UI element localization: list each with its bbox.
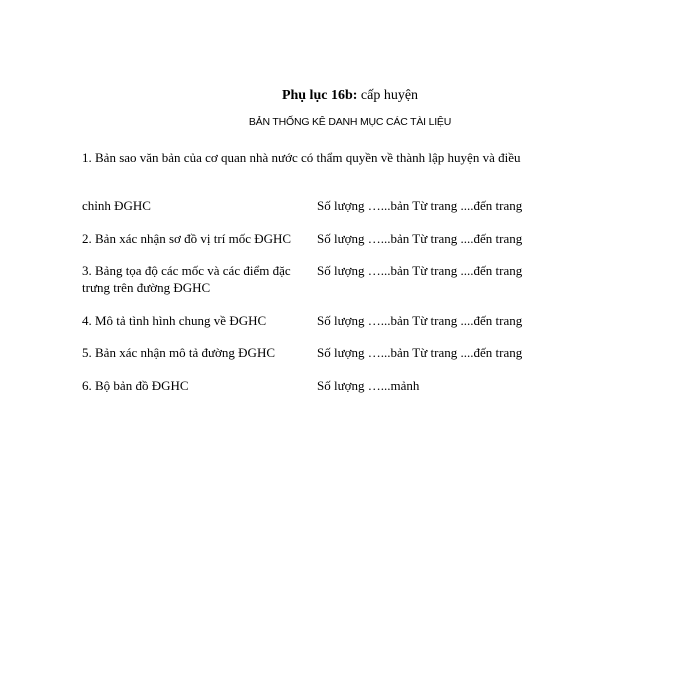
appendix-title [0, 88, 700, 104]
item-label: 5. Bản xác nhận mô tả đường ĐGHC [82, 345, 276, 360]
item-1-intro: 1. Bản sao văn bản của cơ quan nhà nước có thẩm quyền về thành lập huyện và điều [82, 150, 521, 165]
appendix-title-rest: cấp huyện [357, 88, 419, 103]
item-detail: Số lượng …...mảnh [317, 378, 420, 393]
item-label: chỉnh ĐGHC [82, 198, 151, 213]
item-label: 3. Bảng tọa độ các mốc và các điểm đặc trưng trên đường ĐGHC [82, 263, 291, 295]
item-detail: Số lượng …...bản Từ trang ....đến trang [317, 198, 523, 213]
item-detail: Số lượng …...bản Từ trang ....đến trang [317, 345, 523, 360]
item-detail: Số lượng …...bản Từ trang ....đến trang [317, 263, 523, 278]
document-subtitle: BẢN THỐNG KÊ DANH MỤC CÁC TÀI LIỆU [248, 116, 452, 128]
item-detail: Số lượng …...bản Từ trang ....đến trang [317, 313, 523, 328]
item-detail: Số lượng …...bản Từ trang ....đến trang [317, 231, 523, 246]
item-label: 6. Bộ bản đồ ĐGHC [82, 378, 189, 393]
item-label: 4. Mô tả tình hình chung về ĐGHC [82, 313, 267, 328]
item-label: 2. Bản xác nhận sơ đồ vị trí mốc ĐGHC [82, 231, 292, 246]
appendix-title-bold: Phụ lục 16b: [281, 88, 358, 103]
